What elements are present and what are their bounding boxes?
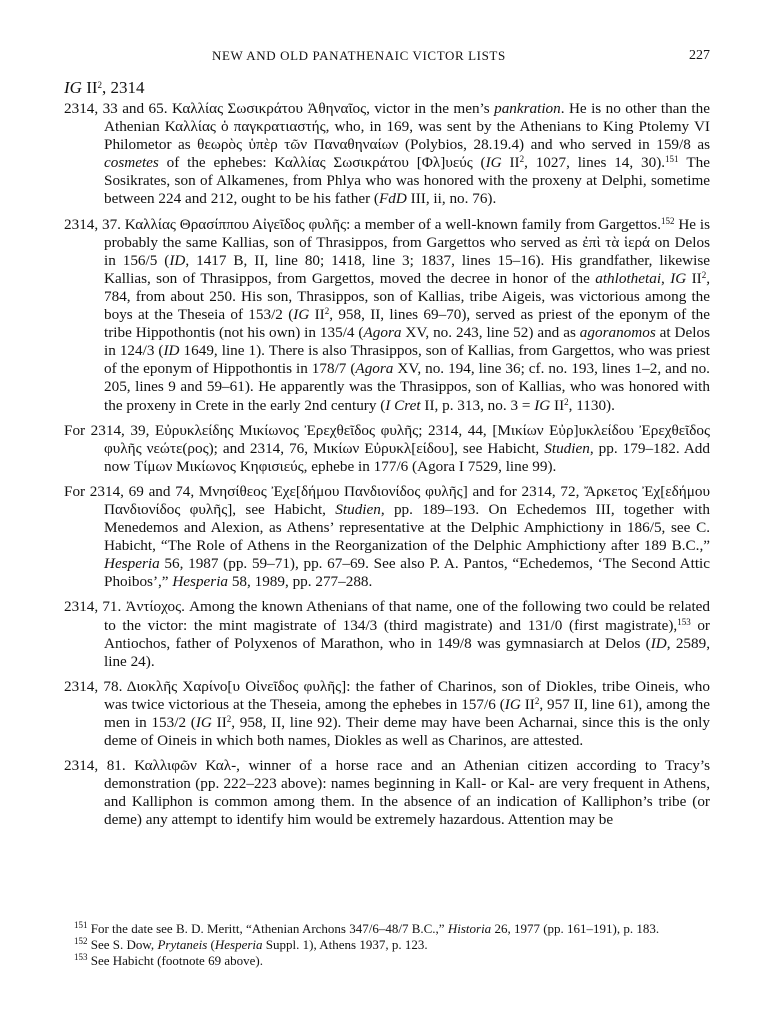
footnote-151: $^{151}$ For the date see B. D. Meritt, “Athenian Archons 347/6–48/7 B.C.,” Historia 26, 1977 (pp. 161–191), p. 183. (74, 920, 660, 936)
entry-2314-71: 2314, 71. Ἀντίοχος. Among the known Athenians of that name, one of the following two could be related to the victor: the mint magistrate of 134/3 (third magistrate) and 131/0 (first magistrate),$^{153}$ or Antiochos, father of Polyxenos of Marathon, who in 149/8 was gymnasiarch at Delos (ID, 2589, line 24). (64, 598, 710, 670)
running-head (64, 48, 710, 70)
entry-2314-39: For 2314, 39, Εὐρυκλείδης Μικίωνος Ἐρεχθεῖδος φυλῆς; 2314, 44, [Μικίων Εὐρ]υκλείδου Ἐρεχθεῖδος φυλῆς νεώτε(ρος); and 2314, 76, Μικίων Εὐρυκλ[είδου], see Habicht, Studien, pp. 179–182. Add now Τίμων Μικίωνος Κηφισιεύς, ephebe in 177/6 (Agora I 7529, line 99). (64, 421, 710, 475)
page-body (64, 48, 710, 837)
footnotes (64, 921, 710, 969)
footnote-ref-153: 153 (677, 616, 691, 627)
entry-2314-69: For 2314, 69 and 74, Μνησίθεος Ἐχε[δήμου Πανδιονίδος φυλῆς] and for 2314, 72, Ἄρκετος Ἐχ[εδήμου Πανδιονίδος φυλῆς], see Habicht, Studien, pp. 189–193. On Echedemos III, together with Menedemos and Alexion, as Athens’ representative at the Delphic Amphictiony in 186/5, see C. Habicht, “The Role of Athens in the Reorganization of the Delphic Amphictiony after 189 B.C.,” Hesperia 56, 1987 (pp. 59–71), pp. 67–69. See also P. A. Pantos, “Echedemos, ‘The Second Attic Phoibos’,” Hesperia 58, 1989, pp. 277–288. (64, 482, 710, 591)
section-title-ig: IG (64, 78, 82, 97)
footnote-ref-152: 152 (661, 215, 675, 226)
entry-2314-78: 2314, 78. Διοκλῆς Χαρίνο[υ Οἰνεῖδος φυλῆς]: the father of Charinos, son of Diokles, tribe Oineis, who was twice victorious at the Theseia, among the ephebes in 157/6 (IG $II^2$, 957 II, line 61), among the men in 153/2 (IG $II^2$, 958, II, line 92). Their deme may have been Acharnai, since this is the only deme of Oineis in which both names, Diokles as well as Charinos, are attested. (64, 677, 710, 750)
running-title: NEW AND OLD PANATHENAIC VICTOR LISTS (212, 48, 506, 63)
entry-2314-33: 2314, 33 and 65. Καλλίας Σωσικράτου Ἀθηναῖος, victor in the men’s pankration. He is no other than the Athenian Καλλίας ὁ παγκρατιαστής, who, in 169, was sent by the Athenians to King Ptolemy VI Philometor as θεωρὸς ὑπὲρ τῶν Παναθηναίων (Polybios, 28.19.4) and who served in 159/8 as cosmetes of the ephebes: Καλλίας Σωσικράτου [Φλ]υεύς (IG $II^2$, 1027, lines 14, 30).$^{151}$ The Sosikrates, son of Alkamenes, from Phlya who was honored with the proxeny at Delphi, sometime between 224 and 212, ought to be his father (FdD III, ii, no. 76). (64, 100, 710, 208)
page-number: 227 (689, 48, 710, 63)
footnote-152: $^{152}$ See S. Dow, Prytaneis (Hesperia Suppl. 1), Athens 1937, p. 123. (74, 936, 428, 952)
section-title: IG $II^2$, 2314 (64, 78, 145, 97)
entry-2314-81: 2314, 81. Καλλιφῶν Καλ-, winner of a horse race and an Athenian citizen according to Tracy’s demonstration (pp. 222–223 above): names beginning in Kall- or Kal- are very frequent in Athens, and Kalliphon is common among them. In the absence of an indication of Kalliphon’s tribe (or deme) any attempt to identify him would be extremely hazardous. Attention may be (64, 757, 710, 829)
footnote-153: $^{153}$ See Habicht (footnote 69 above). (74, 952, 263, 968)
entry-2314-37: 2314, 37. Καλλίας Θρασίππου Αἰγεῖδος φυλῆς: a member of a well-known family from Gargettos.$^{152}$ He is probably the same Kallias, son of Thrasippos, from Gargettos who served as ἐπὶ τὰ ἱερά on Delos in 156/5 (ID, 1417 B, II, line 80; 1418, line 3; 1837, lines 15–16). His grandfather, likewise Kallias, son of Thrasippos, from Gargettos, moved the decree in honor of the athlothetai, IG $II^2$, 784, from about 250. His son, Thrasippos, son of Kallias, tribe Aigeis, was victorious among the boys at the Theseia of 153/2 (IG $II^2$, 958, II, lines 69–70), served as priest of the eponym of the tribe Hippothontis (not his own) in 135/4 (Agora XV, no. 243, line 52) and as agoranomos at Delos in 124/3 (ID 1649, line 1). There is also Thrasippos, son of Kallias, from Gargettos, who was priest of the eponym of Hippothontis in 178/7 (Agora XV, no. 194, line 36; cf. no. 193, lines 1–2, and no. 205, lines 9 and 59–61). He apparently was the Thrasippos, son of Kallias, who was honored with the proxeny in Crete in the early 2nd century (I Cret II, p. 313, no. 3 = IG $II^2$, 1130). (64, 215, 711, 414)
footnote-ref-151: 151 (665, 154, 679, 165)
